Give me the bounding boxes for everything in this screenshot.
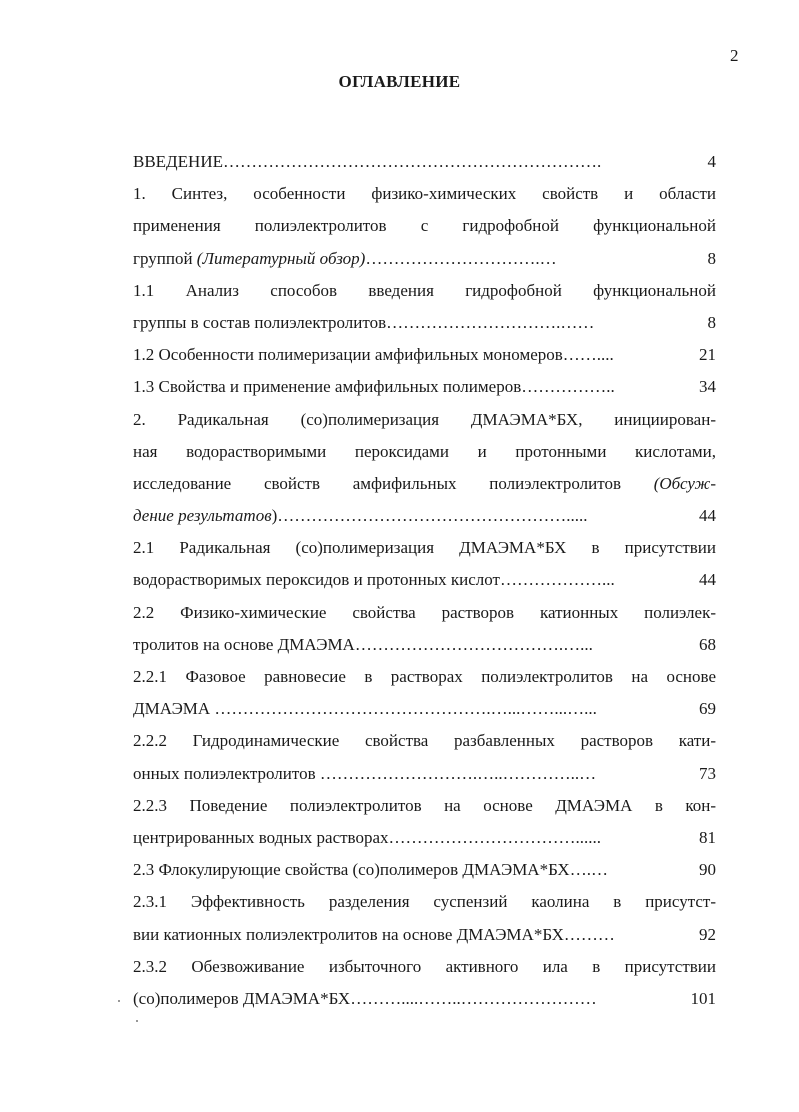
toc-entry-page: 68 [699, 634, 716, 654]
toc-entry-italic: (Литературный обзор) [196, 248, 366, 268]
toc-entry-text: 1.2 Особенности полимеризации амфифильных мономеров…….... [133, 345, 614, 365]
toc-entry-text: 2.1 Радикальная (со)полимеризация ДМАЭМА*БХ в присутствии [133, 538, 716, 558]
toc-entry-text: исследование свойств амфифильных полиэлектролитов [133, 473, 654, 493]
toc-entry-page: 101 [690, 988, 716, 1008]
toc-entry-text: группой [133, 248, 197, 268]
toc-entry-text: ВВЕДЕНИЕ…………………………………………………………. [133, 152, 602, 171]
toc-entry-leader: ………………………….… [365, 248, 557, 268]
toc-entry [133, 725, 716, 757]
toc-entry-text: (со)полимеров ДМАЭМА*БХ………....……..…………………… [133, 988, 597, 1008]
toc-entry-text: 2.2.2 Гидродинамические свойства разбавленных растворов кати- [133, 731, 716, 751]
toc-entry [133, 564, 716, 596]
toc-entry-page: 21 [699, 345, 716, 365]
toc-entry-italic: дение результатов [133, 506, 272, 526]
toc-entry-text: вии катионных полиэлектролитов на основе ДМАЭМА*БХ……… [133, 924, 615, 944]
toc-entry [133, 693, 716, 725]
toc-entry [133, 629, 716, 661]
toc-entry [133, 661, 716, 693]
toc-entry [133, 339, 716, 371]
toc-entry [133, 951, 716, 983]
scan-speck [136, 1020, 138, 1022]
toc-entry [133, 146, 716, 178]
toc-entry-text: группы в состав полиэлектролитов………………………….…… [133, 312, 595, 332]
toc-entry-text: 2.3.1 Эффективность разделения суспензий каолина в присутст- [133, 892, 716, 912]
toc-entry-text: 2.2.1 Фазовое равновесие в растворах полиэлектролитов на основе [133, 667, 716, 686]
toc-entry-text: центрированных водных растворах……………………………...... [133, 827, 602, 847]
toc-entry-text: водорастворимых пероксидов и протонных кислот………………... [133, 570, 615, 590]
toc-entry-text: ная водорастворимыми пероксидами и протонными кислотами, [133, 441, 716, 461]
toc-entry-text: ДМАЭМА ………………………………………….…...……...…... [133, 699, 597, 719]
toc-entry [133, 500, 716, 532]
toc-entry [133, 597, 716, 629]
toc-entry [133, 854, 716, 886]
toc-entry [133, 532, 716, 564]
toc-entry [133, 436, 716, 468]
toc-entry [133, 371, 716, 403]
page-number: 2 [730, 46, 739, 65]
toc-entry-text: 1.1 Анализ способов введения гидрофобной функциональной [133, 280, 716, 300]
toc-entry [133, 404, 716, 436]
toc-entry-page: 81 [699, 827, 716, 847]
toc-entry-page: 44 [699, 506, 716, 526]
toc-entry [133, 919, 716, 951]
toc-entry-page: 44 [699, 570, 716, 590]
toc-entry-page: 8 [707, 248, 716, 268]
toc-entry-page: 8 [707, 312, 716, 332]
toc-entry-leader: )……………………………………………..... [271, 506, 588, 526]
toc-entry-text: онных полиэлектролитов ……………………….…..…………..… [133, 763, 597, 783]
toc-entry [133, 886, 716, 918]
toc-entry-page: 4 [707, 152, 716, 171]
scan-speck [118, 1000, 120, 1002]
toc-entry-text: применения полиэлектролитов с гидрофобной функциональной [133, 216, 716, 236]
page-title: ОГЛАВЛЕНИЕ [338, 72, 461, 91]
toc-entry [133, 468, 716, 500]
toc-entry-page: 90 [699, 860, 716, 880]
toc-entry [133, 243, 716, 275]
toc-entry [133, 790, 716, 822]
toc-entry-page: 69 [699, 699, 716, 719]
toc-entry-text: 1. Синтез, особенности физико-химических свойств и области [133, 184, 716, 204]
toc-entry [133, 822, 716, 854]
toc-entry [133, 178, 716, 210]
toc-entry-text: 2.3 Флокулирующие свойства (со)полимеров ДМАЭМА*БХ….… [133, 860, 608, 880]
toc-entry [133, 275, 716, 307]
toc-entry-italic: (Обсуж- [653, 473, 716, 493]
table-of-contents [133, 146, 716, 1015]
toc-entry [133, 983, 716, 1015]
toc-entry-text: 2.3.2 Обезвоживание избыточного активного ила в присутствии [133, 956, 716, 976]
toc-entry-text: тролитов на основе ДМАЭМА……………………………….…... [133, 634, 593, 654]
toc-entry-text: 2.2.3 Поведение полиэлектролитов на основе ДМАЭМА в кон- [133, 795, 716, 815]
toc-entry [133, 210, 716, 242]
toc-entry [133, 307, 716, 339]
toc-entry-page: 73 [699, 763, 716, 783]
toc-entry-page: 92 [699, 924, 716, 944]
toc-entry-text: 2.2 Физико-химические свойства растворов катионных полиэлек- [133, 602, 716, 622]
toc-entry-page: 34 [699, 377, 716, 397]
toc-entry-text: 2. Радикальная (со)полимеризация ДМАЭМА*БХ, инициирован- [133, 409, 716, 429]
toc-entry-text: 1.3 Свойства и применение амфифильных полимеров…………….. [133, 377, 615, 397]
toc-entry [133, 758, 716, 790]
